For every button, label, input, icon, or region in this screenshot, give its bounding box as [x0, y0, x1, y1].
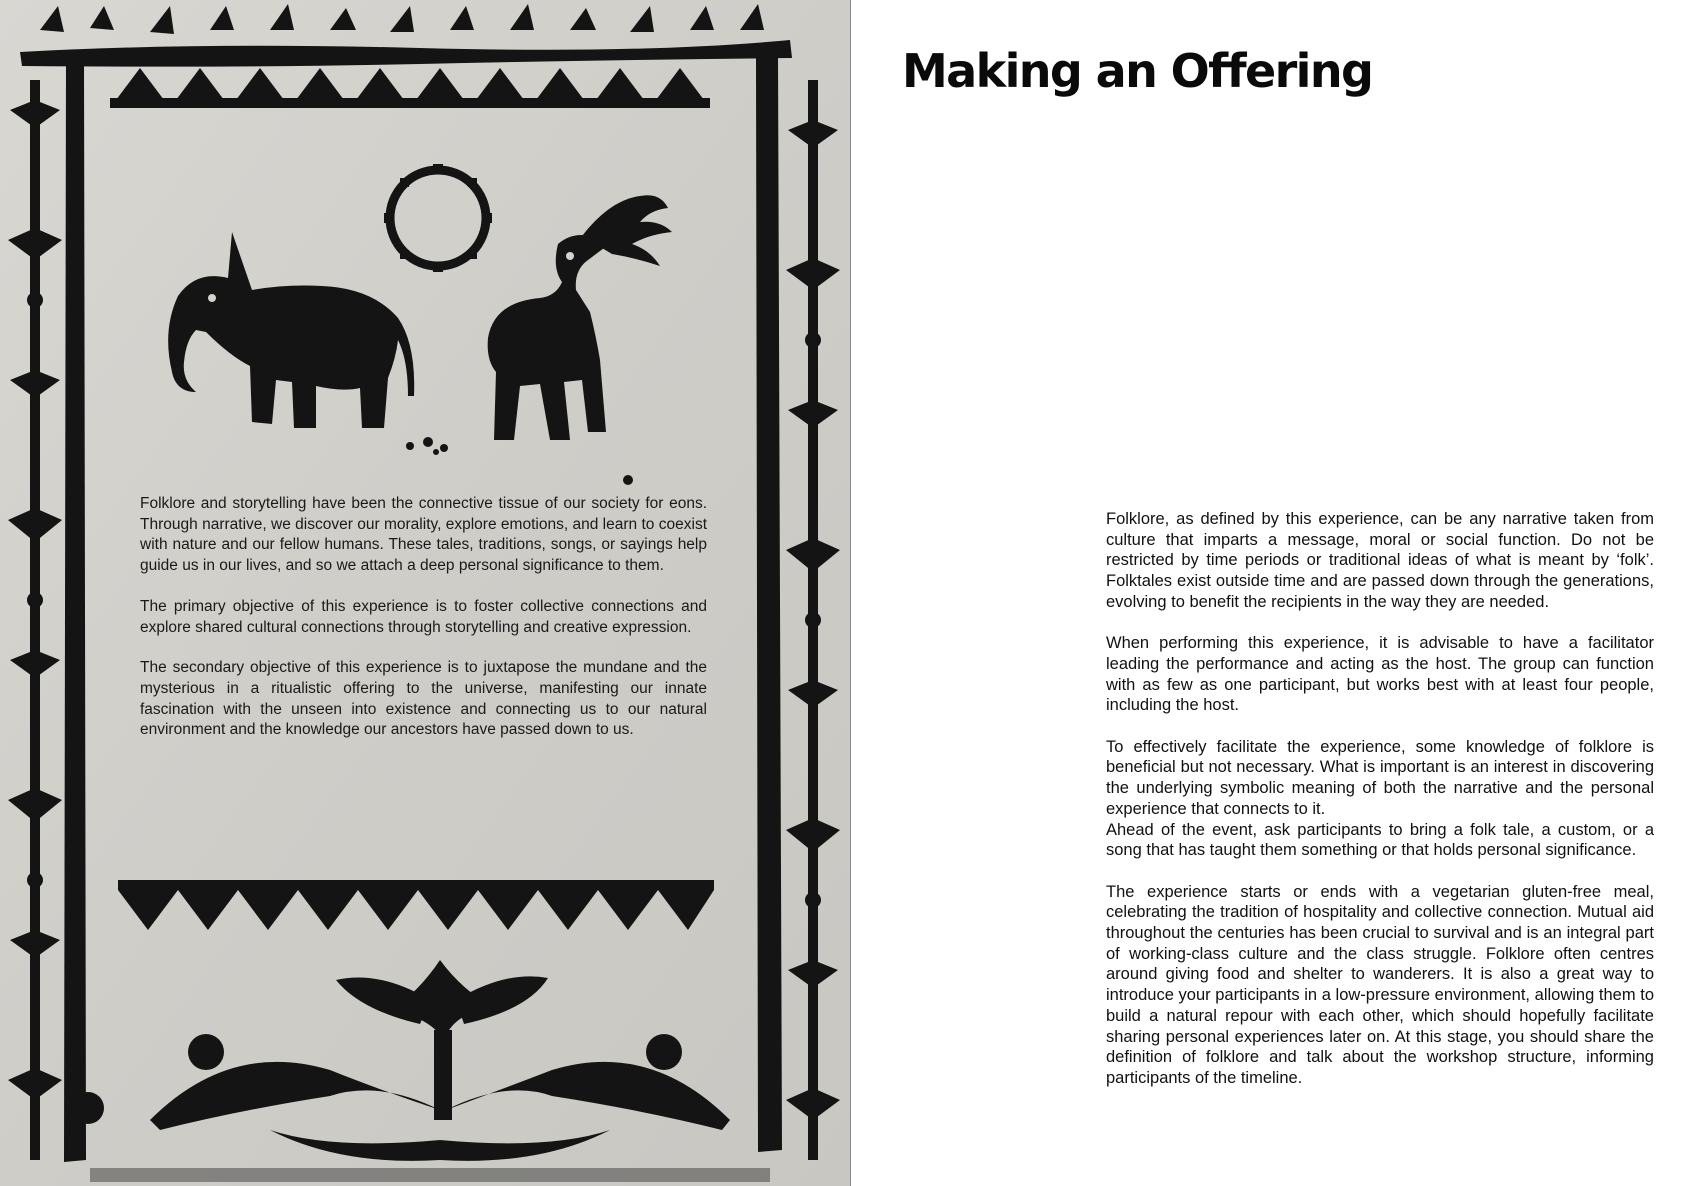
left-border-stroke	[64, 60, 86, 1162]
right-border-stroke	[756, 54, 782, 1152]
right-paragraph: To effectively facilitate the experience, some knowledge of folklore is beneficial but not necessary. What is important is an interest in discovering the underlying symbolic meaning of both the narrative and the personal experience that connects to it.	[1106, 737, 1654, 818]
left-paragraph: Folklore and storytelling have been the connective tissue of our society for eons. Through narrative, we discover our morality, explore emotions, and learn to coexist with nature and our fellow humans. These tales, traditions, songs, or sayings help guide us in our lives, and so we attach a deep personal significance to them.	[140, 495, 707, 575]
page-divider	[850, 0, 851, 1186]
right-paragraph: When performing this experience, it is advisable to have a facilitator leading the performance and acting as the host. The group can function with as few as one participant, but works best with at least four people, including the host.	[1106, 634, 1654, 715]
right-paragraph: Folklore, as defined by this experience, can be any narrative taken from culture that imparts a message, moral or social function. Do not be restricted by time periods or traditional ideas of what is meant by ‘folk’. Folktales exist outside time and are passed down through the generations, evolving to benefit the recipients in the way they are needed.	[1106, 510, 1654, 611]
left-page-text	[140, 494, 707, 761]
right-paragraph: The experience starts or ends with a vegetarian gluten-free meal, celebrating the tradition of hospitality and collective connection. Mutual aid throughout the centuries has been crucial to survival and is an integral part of working-class culture and the class struggle. Folklore often centres around giving food and shelter to wanderers. It is also a great way to introduce your participants in a low-pressure environment, allowing them to build a natural repour with each other, which should hopefully facilitate sharing personal experiences later on. At this stage, you should share the definition of folklore and talk about the workshop structure, informing participants of the timeline.	[1106, 882, 1654, 1087]
left-paragraph: The secondary objective of this experience is to juxtapose the mundane and the mysterious in a ritualistic offering to the universe, manifesting our innate fascination with the unseen into existence and connecting us to our natural environment and the knowledge our ancestors have passed down to us.	[140, 659, 707, 739]
right-page-text	[1106, 509, 1654, 1109]
right-paragraph: Ahead of the event, ask participants to bring a folk tale, a custom, or a song that has taught them something or that holds personal significance.	[1106, 820, 1654, 860]
left-paragraph: The primary objective of this experience is to foster collective connections and explore shared cultural connections through storytelling and creative expression.	[140, 597, 707, 636]
page-title: Making an Offering	[902, 44, 1373, 98]
